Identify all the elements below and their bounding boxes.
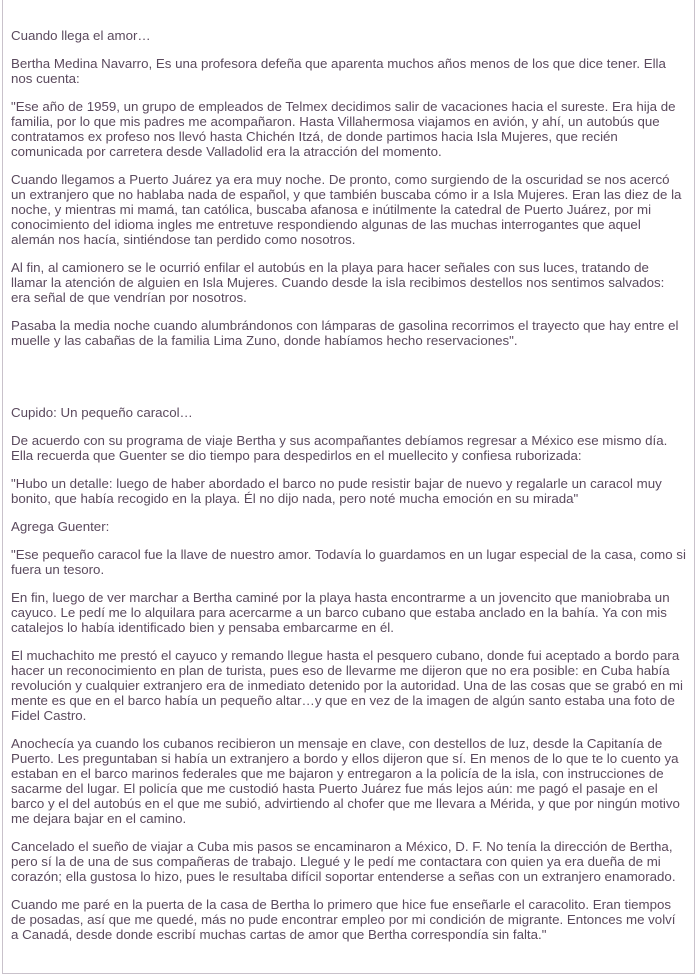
paragraph: El muchachito me prestó el cayuco y remando llegue hasta el pesquero cubano, donde fui aceptado a bordo para hacer un reconocimiento en plan de turista, pues eso de llevarme me dijeron que no era posible: en Cuba había revolución y cualquier extranjero era de inmediato detenido por la autoridad. Una de las cosas que se grabó en mi mente es que en el barco había un pequeño altar…y que en vez de la imagen de algún santo estaba una foto de Fidel Castro. [11, 648, 683, 723]
page-title: Cuando llega el amor… [11, 28, 151, 43]
paragraph: En fin, luego de ver marchar a Bertha caminé por la playa hasta encontrarme a un jovencito que maniobraba un cayuco. Le pedí me lo alquilara para acercarme a un barco cubano que estaba anclado en la bahía. Ya con mis catalejos lo había identificado bien y pensaba embarcarme en él. [11, 590, 670, 635]
paragraph-intro: Bertha Medina Navarro, Es una profesora defeña que aparenta muchos años menos de los que dice tener. Ella nos cuenta: [11, 56, 666, 86]
paragraph: Cancelado el sueño de viajar a Cuba mis pasos se encaminaron a México, D. F. No tenía la dirección de Bertha, pero sí la de una de sus compañeras de trabajo. Llegué y le pedí me contactara con quien ya era dueña de mi corazón; ella gustosa lo hizo, pues le resultaba difícil soportar entenderse a señas con un extranjero enamorado. [11, 839, 676, 884]
paragraph: Pasaba la media noche cuando alumbrándonos con lámparas de gasolina recorrimos el trayecto que hay entre el muelle y las cabañas de la familia Lima Zuno, donde habíamos hecho reservaciones". [11, 318, 679, 348]
paragraph: Cuando llegamos a Puerto Juárez ya era muy noche. De pronto, como surgiendo de la oscuridad se nos acercó un extranjero que no hablaba nada de español, y que también buscaba cómo ir a Isla Mujeres. Eran las diez de la noche, y mientras mi mamá, tan católica, buscaba afanosa e inútilmente la catedral de Puerto Juárez, por mi conocimiento del idioma ingles me entretuve respondiendo algunas de las muchas interrogantes que aquel alemán nos hacía, sintiéndose tan perdido como nosotros. [11, 172, 682, 247]
paragraph: "Ese año de 1959, un grupo de empleados de Telmex decidimos salir de vacaciones hacia el sureste. Era hija de familia, por lo que mis padres me acompañaron. Hasta Villahermosa viajamos en avión, y ahí, un autobús que contratamos ex profeso nos llevó hasta Chichén Itzá, de donde partimos hacia Isla Mujeres, que recién comunicada por carretera desde Valladolid era la atracción del momento. [11, 99, 676, 159]
document-page [2, 0, 695, 974]
paragraph: Agrega Guenter: [11, 519, 110, 534]
paragraph: Cuando me paré en la puerta de la casa de Bertha lo primero que hice fue enseñarle el caracolito. Eran tiempos de posadas, así que me quedé, más no pude encontrar empleo por mi condición de migrante. Entonces me volví a Canadá, desde donde escribí muchas cartas de amor que Bertha correspondía sin falta." [11, 897, 676, 942]
paragraph: Anochecía ya cuando los cubanos recibieron un mensaje en clave, con destellos de luz, desde la Capitanía de Puerto. Les preguntaban si había un extranjero a bordo y ellos dijeron que sí. En menos de lo que te lo cuento ya estaban en el barco marinos federales que me bajaron y entregaron a la policía de la isla, con instrucciones de sacarme del lugar. El policía que me custodió hasta Puerto Juárez fue más lejos aún: me pagó el pasaje en el barco y el del autobús en el que me subió, advirtiendo al chofer que me llevara a Mérida, y que por ningún motivo me dejara bajar en el camino. [11, 736, 680, 826]
paragraph: "Ese pequeño caracol fue la llave de nuestro amor. Todavía lo guardamos en un lugar especial de la casa, como si fuera un tesoro. [11, 547, 686, 577]
section-heading-cupido: Cupido: Un pequeño caracol… [11, 405, 193, 420]
paragraph: De acuerdo con su programa de viaje Bertha y sus acompañantes debíamos regresar a México ese mismo día. Ella recuerda que Guenter se dio tiempo para despedirlos en el muellecito y confiesa ruborizada: [11, 433, 668, 463]
paragraph: "Hubo un detalle: luego de haber abordado el barco no pude resistir bajar de nuevo y regalarle un caracol muy bonito, que había recogido en la playa. Él no dijo nada, pero noté mucha emoción en su mirada" [11, 476, 662, 506]
paragraph: Al fin, al camionero se le ocurrió enfilar el autobús en la playa para hacer señales con sus luces, tratando de llamar la atención de alguien en Isla Mujeres. Cuando desde la isla recibimos destellos nos sentimos salvados: era señal de que vendrían por nosotros. [11, 260, 665, 305]
